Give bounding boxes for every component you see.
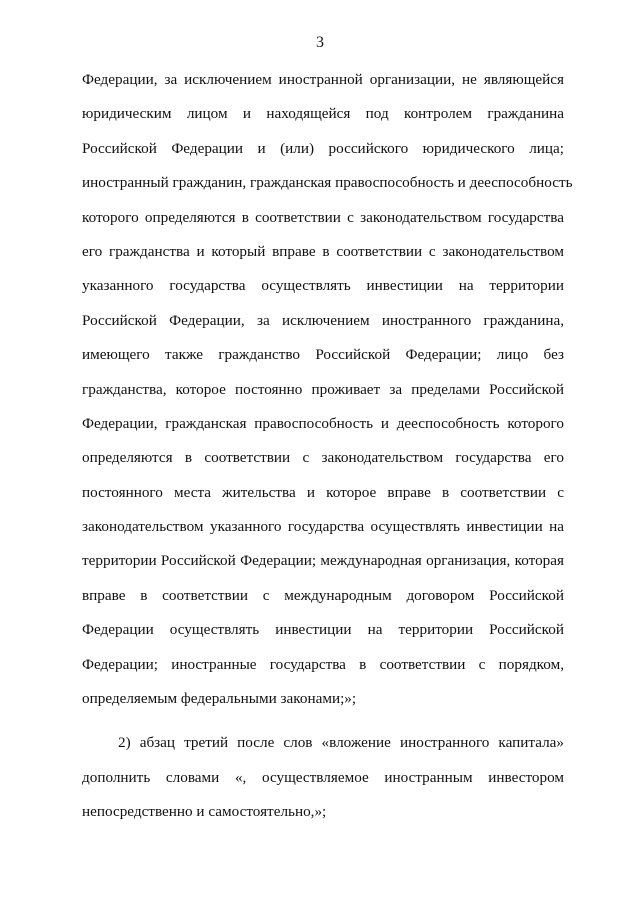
text-line: Федерации осуществлять инвестиции на территории Российской — [82, 621, 564, 639]
page-number: 3 — [316, 34, 324, 51]
text-line: Федерации, за исключением иностранной организации, не являющейся — [82, 71, 564, 88]
text-line: дополнить словами «, осуществляемое иностранным инвестором — [82, 768, 564, 786]
text-line: Федерации, гражданская правоспособность и дееспособность которого — [82, 414, 564, 432]
text-line: непосредственно и самостоятельно,»; — [82, 803, 327, 821]
paragraph-amendment-2 — [82, 726, 564, 829]
text-line: Федерации; иностранные государства в соответствии с порядком, — [82, 655, 564, 673]
text-line: вправе в соответствии с международным договором Российской — [82, 586, 564, 604]
text-line: постоянного места жительства и которое вправе в соответствии с — [82, 483, 564, 501]
text-line: Российской Федерации, за исключением иностранного гражданина, — [82, 311, 564, 329]
text-line: которого определяются в соответствии с законодательством государства — [82, 208, 564, 226]
text-line: иностранный гражданин, гражданская правоспособность и дееспособность — [82, 174, 573, 192]
text-line: определяемым федеральными законами;»; — [82, 690, 357, 708]
paragraph-definitions — [82, 63, 573, 716]
text-line: имеющего также гражданство Российской Федерации; лицо без — [82, 346, 564, 364]
text-line: юридическим лицом и находящейся под контролем гражданина — [82, 105, 564, 123]
text-line: гражданства, которое постоянно проживает за пределами Российской — [82, 380, 564, 398]
document-body — [82, 63, 573, 830]
text-line: законодательством указанного государства осуществлять инвестиции на — [82, 518, 564, 536]
text-line: территории Российской Федерации; международная организация, которая — [82, 552, 564, 570]
paragraph-spacer — [82, 716, 564, 726]
text-line: определяются в соответствии с законодательством государства его — [82, 449, 564, 467]
text-line: Российской Федерации и (или) российского юридического лица; — [82, 139, 564, 157]
text-line: указанного государства осуществлять инвестиции на территории — [82, 277, 564, 295]
text-line: 2) абзац третий после слов «вложение иностранного капитала» — [118, 734, 564, 752]
text-line: его гражданства и который вправе в соответствии с законодательством — [82, 242, 564, 260]
